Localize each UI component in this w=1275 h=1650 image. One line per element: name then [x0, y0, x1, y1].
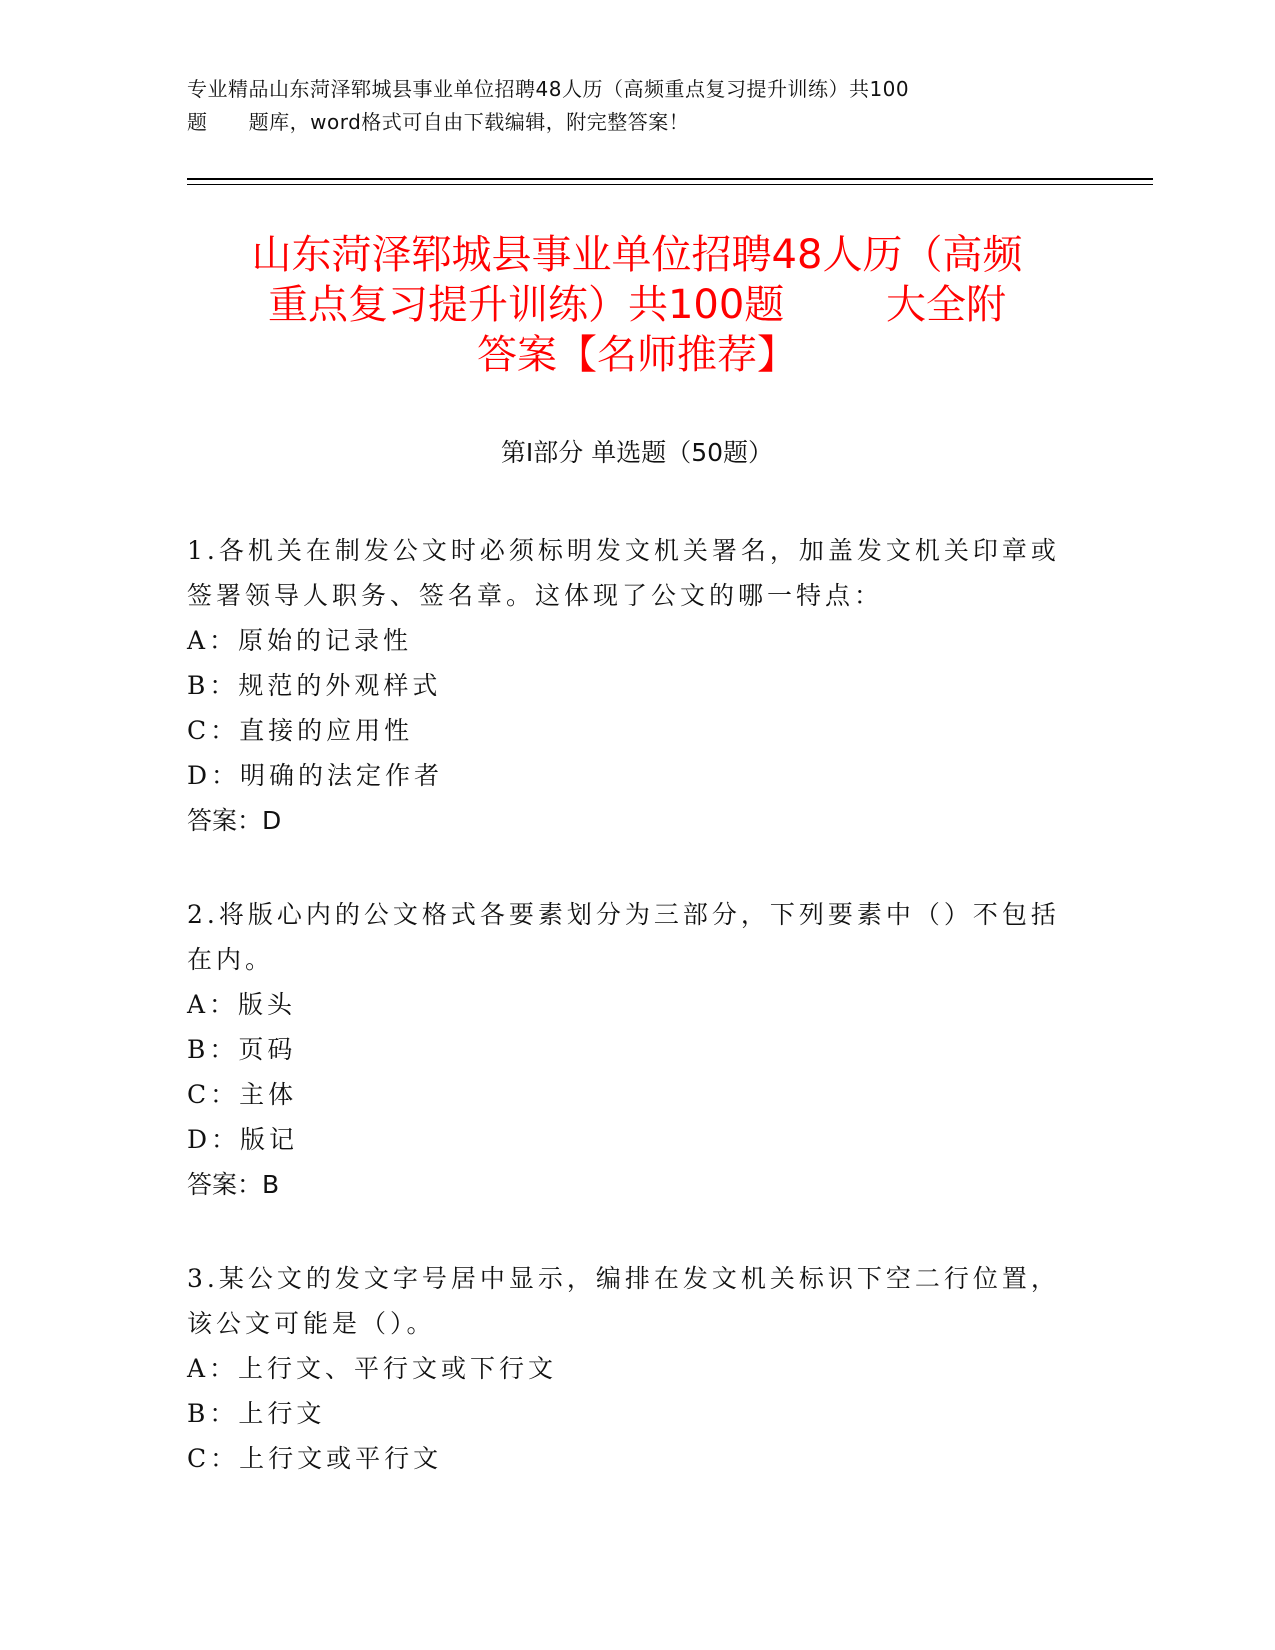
option-c: C：直接的应用性	[187, 716, 414, 745]
option-d: D：版记	[187, 1125, 299, 1154]
header-line: 专业精品山东菏泽郓城县事业单位招聘48人历（高频重点复习提升训练）共100	[187, 77, 910, 101]
title-line: 重点复习提升训练）共100题 大全附	[267, 282, 1007, 328]
question-item	[187, 892, 1067, 1207]
question-stem: 签署领导人职务、签名章。这体现了公文的哪一特点：	[187, 581, 884, 610]
option-c: C：主体	[187, 1080, 298, 1109]
question-item	[187, 1256, 1067, 1481]
question-stem: 该公文可能是（）。	[187, 1309, 436, 1338]
header-divider-thin	[187, 184, 1153, 185]
option-a: A：上行文、平行文或下行文	[187, 1354, 558, 1383]
option-b: B：页码	[187, 1035, 297, 1064]
title-line: 答案【名师推荐】	[477, 332, 797, 378]
answer-text: 答案：D	[187, 806, 282, 835]
question-stem: 3.某公文的发文字号居中显示，编排在发文机关标识下空二行位置，	[187, 1264, 1060, 1293]
question-stem: 1.各机关在制发公文时必须标明发文机关署名，加盖发文机关印章或	[187, 536, 1060, 565]
section-title: 第Ⅰ部分 单选题（50题）	[500, 438, 774, 467]
option-b: B：规范的外观样式	[187, 671, 442, 700]
option-d: D：明确的法定作者	[187, 761, 444, 790]
header-line: 题 题库，word格式可自由下载编辑，附完整答案！	[187, 110, 690, 134]
question-stem: 在内。	[187, 945, 275, 974]
document-title	[187, 230, 1087, 380]
option-a: A：原始的记录性	[187, 626, 413, 655]
title-line: 山东菏泽郓城县事业单位招聘48人历（高频	[251, 232, 1023, 278]
option-c: C：上行文或平行文	[187, 1444, 443, 1473]
answer-text: 答案：B	[187, 1170, 280, 1199]
page-header	[187, 73, 1087, 139]
option-b: B：上行文	[187, 1399, 326, 1428]
option-a: A：版头	[187, 990, 297, 1019]
question-stem: 2.将版心内的公文格式各要素划分为三部分，下列要素中（）不包括	[187, 900, 1060, 929]
question-item	[187, 528, 1067, 843]
question-list	[187, 528, 1067, 1530]
header-divider-thick	[187, 178, 1153, 180]
